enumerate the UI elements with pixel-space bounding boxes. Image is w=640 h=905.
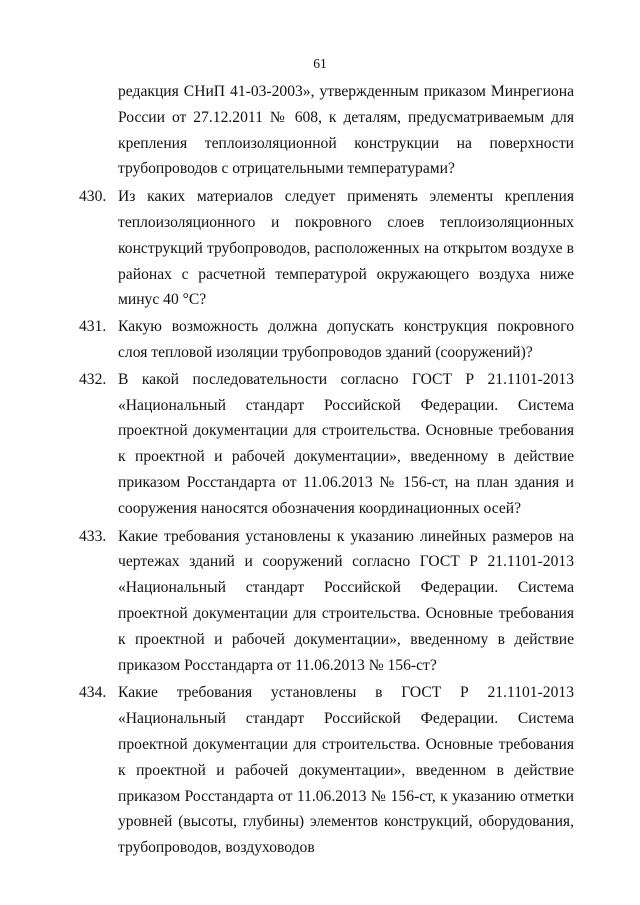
question-text: В какой последовательности согласно ГОСТ Р 21.1101-2013 «Национальный стандарт Российской Федерации. Система проектной документации для строительства. Основные требования к проектной и рабочей документации», введенному в действие приказом Росстандарта от 11.06.2013 № 156-ст, на план здания и сооружения наносятся обозначения координационных осей? — [118, 370, 574, 517]
question-number: 432. — [79, 370, 107, 388]
question-number: 431. — [79, 318, 107, 336]
page-number: 61 — [313, 56, 327, 71]
document-body — [79, 79, 574, 861]
question-text: Какие требования установлены к указанию линейных размеров на чертежах зданий и сооружений согласно ГОСТ Р 21.1101-2013 «Национальный стандарт Российской Федерации. Система проектной документации для строительства. Основные требования к проектной и рабочей документации», введенному в действие приказом Росстандарта от 11.06.2013 № 156-ст? — [118, 527, 574, 674]
question-item-433 — [79, 524, 574, 679]
question-number: 430. — [79, 188, 107, 206]
question-text: Из каких материалов следует применять элементы крепления теплоизоляционного и покровного слоев теплоизоляционных конструкций трубопроводов, расположенных на открытом воздухе в районах с расчетной температурой окружающего воздуха ниже минус 40 °С? — [118, 188, 574, 309]
question-number: 433. — [79, 527, 107, 545]
continuation-paragraph: редакция СНиП 41-03-2003», утвержденным приказом Минрегиона России от 27.12.2011 № 608, к деталям, предусматриваемым для крепления теплоизоляционной конструкции на поверхности трубопроводов с отрицательными температурами? — [118, 83, 574, 178]
question-item-431 — [79, 314, 574, 366]
question-item-434 — [79, 680, 574, 861]
question-item-432 — [79, 367, 574, 522]
question-text: Какие требования установлены в ГОСТ Р 21.1101-2013 «Национальный стандарт Российской Федерации. Система проектной документации для строительства. Основные требования к проектной и рабочей документации», введенном в действие приказом Росстандарта от 11.06.2013 № 156-ст, к указанию отметки уровней (высоты, глубины) элементов конструкций, оборудования, трубопроводов, воздуховодов — [118, 684, 574, 857]
question-number: 434. — [79, 684, 107, 702]
question-text: Какую возможность должна допускать конструкция покровного слоя тепловой изоляции трубопроводов зданий (сооружений)? — [118, 318, 574, 361]
question-item-430 — [79, 184, 574, 313]
